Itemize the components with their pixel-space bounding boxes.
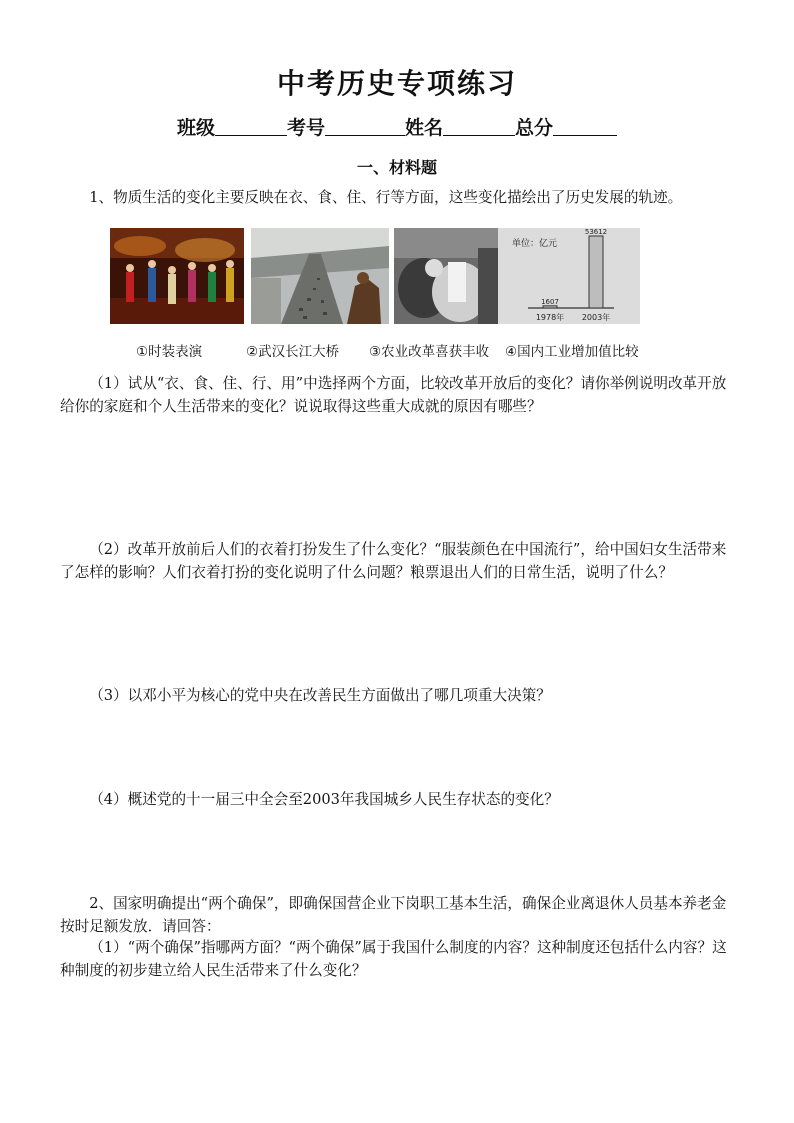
caption-2: ②武汉长江大桥	[246, 344, 340, 360]
bar-1978年	[543, 306, 557, 308]
caption-3: ③农业改革喜获丰收	[369, 344, 490, 360]
category-label: 1978年	[535, 313, 565, 322]
page-title: 中考历史专项练习	[276, 67, 517, 100]
exam-no-blank[interactable]	[325, 117, 405, 136]
value-label: 53612	[584, 228, 608, 236]
student-info-line	[0, 113, 794, 140]
chart-unit-label: 单位：亿元	[512, 239, 558, 249]
fashion-show-photo	[110, 228, 244, 324]
question-1-3: （3）以邓小平为核心的党中央在改善民生方面做出了哪几项重大决策？	[89, 687, 551, 704]
question-2-1: （1）“两个确保”指哪两方面？“两个确保”属于我国什么制度的内容？这种制度还包括什么内容？这种制度的初步建立给人民生活带来了什么变化？	[60, 939, 727, 979]
harvest-and-chart-panel	[394, 228, 640, 324]
q1-intro: 1、物质生活的变化主要反映在衣、食、住、行等方面，这些变化描绘出了历史发展的轨迹。	[89, 189, 683, 206]
question-1-4: （4）概述党的十一届三中全会至2003年我国城乡人民生存状态的变化？	[89, 791, 559, 808]
category-label: 2003年	[581, 313, 611, 322]
question-2-intro: 2、国家明确提出“两个确保”，即确保国营企业下岗职工基本生活，确保企业离退休人员基本养老金按时足额发放．请回答：	[60, 895, 727, 935]
bar-2003年	[589, 236, 603, 308]
question-1-2: （2）改革开放前后人们的衣着打扮发生了什么变化？“服装颜色在中国流行”，给中国妇女生活带来了怎样的影响？人们衣着打扮的变化说明了什么问题？粮票退出人们的日常生活，说明了什么？	[60, 541, 727, 581]
score-blank[interactable]	[553, 117, 617, 136]
name-blank[interactable]	[443, 117, 515, 136]
value-label: 1607	[541, 297, 559, 306]
industrial-value-chart	[498, 228, 640, 324]
bridge-photo	[251, 228, 389, 324]
question-1-1: （1）试从“衣、食、住、行、用”中选择两个方面，比较改革开放后的变化？请你举例说明改革开放给你的家庭和个人生活带来的变化？说说取得这些重大成就的原因有哪些？	[60, 375, 727, 415]
score-label: 总分	[515, 117, 554, 139]
caption-1: ①时装表演	[136, 344, 203, 360]
exam-no-label: 考号	[286, 117, 325, 139]
class-label: 班级	[176, 117, 215, 139]
caption-4: ④国内工业增加值比较	[505, 344, 639, 360]
class-blank[interactable]	[215, 117, 287, 136]
section-heading: 一、材料题	[356, 158, 437, 177]
name-label: 姓名	[405, 117, 444, 139]
